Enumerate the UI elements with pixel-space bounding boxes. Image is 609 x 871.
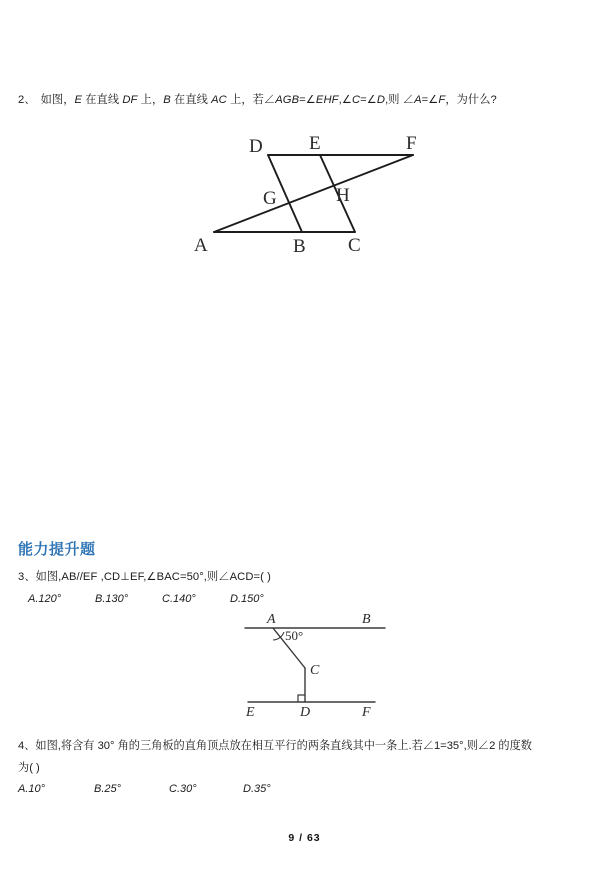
question-2-text [18,92,497,109]
figure3-label-D: D [300,705,311,720]
figure-label-B: B [293,236,306,257]
q2-var-D: D [376,94,386,106]
q2-var-DF: DF [122,94,138,106]
q2-part-9: ,则 ∠ [385,94,415,106]
q2-part-4: 在直线 [170,94,212,106]
question-4-line-2: 为( ) [18,762,40,774]
right-angle-mark [298,695,305,702]
question-4-line-1: 4、如图,将含有 30° 角的三角板的直角顶点放在相互平行的两条直线其中一条上.若∠1=35°,则∠2 的度数 [18,740,532,752]
question-3-options [28,593,264,605]
figure3-label-F: F [362,705,371,720]
q2-var-B: B [163,94,171,106]
option-c-q4[interactable]: C.30° [169,783,197,795]
figure-label-F: F [406,133,417,154]
q2-part-5: 上，若∠ [226,94,276,106]
q2-part-10: =∠ [421,94,439,106]
q2-part-8: =∠ [360,94,377,106]
figure3-label-C: C [310,663,320,678]
figure-label-H: H [336,185,350,206]
option-b-q4[interactable]: B.25° [94,783,122,795]
figure-label-G: G [263,188,277,209]
figure-label-D: D [249,136,263,157]
figure-question-3 [240,610,400,720]
q2-var-C: C [351,94,361,106]
figure3-label-A: A [267,612,276,627]
q2-var-AGB: AGB [275,94,300,106]
q2-var-A: A [414,94,422,106]
q2-part-6: =∠ [299,94,316,106]
question-4-options [18,783,271,795]
figure-label-C: C [348,235,361,256]
figure3-label-E: E [246,705,255,720]
angle-value-50: 50° [285,628,304,643]
q2-part-2: 在直线 [82,94,123,106]
q2-part-1: 如图， [40,94,75,106]
page-footer: 9 / 63 [288,832,321,844]
segment-AF [214,155,413,232]
q2-part-7: ,∠ [338,94,352,106]
question-3-text: 3、如图,AB//EF ,CD⊥EF,∠BAC=50°,则∠ACD=( ) [18,571,271,583]
option-a-q4[interactable]: A.10° [18,783,46,795]
option-c-q3[interactable]: C.140° [162,593,196,605]
figure-label-A: A [194,235,208,256]
q2-var-E: E [74,94,83,106]
figure-question-2 [190,131,430,256]
option-a-q3[interactable]: A.120° [28,593,62,605]
q2-var-F: F [438,94,446,106]
section-heading-advanced: 能力提升题 [18,541,96,558]
q2-part-11: ，为什么? [445,94,497,106]
q2-part-3: 上， [137,94,164,106]
figure3-label-B: B [362,612,371,627]
q2-var-EHF: EHF [315,94,339,106]
option-b-q3[interactable]: B.130° [95,593,129,605]
option-d-q3[interactable]: D.150° [230,593,264,605]
q2-var-AC: AC [211,94,227,106]
question-2-number: 2、 [18,94,36,106]
option-d-q4[interactable]: D.35° [243,783,271,795]
figure-label-E: E [309,133,321,154]
